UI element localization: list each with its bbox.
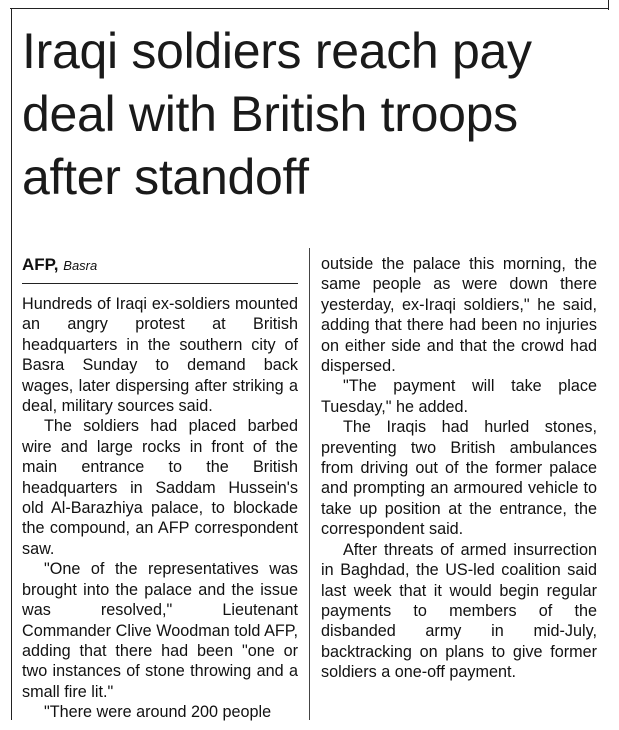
byline-rule — [22, 283, 298, 284]
left-border-rule — [11, 8, 12, 720]
paragraph: The soldiers had placed barbed wire and large rocks in front of the main entrance to the British headquarters in Saddam Hussein's old Al-Barazhiya palace, to blockade the compound, an AFP correspondent saw. — [22, 417, 298, 558]
paragraph: The Iraqis had hurled stones, preventing two British ambulances from driving out of the former palace and prompting an armoured vehicle to take up position at the entrance, the correspondent said. — [321, 418, 597, 539]
dateline-agency: AFP, — [22, 255, 59, 274]
headline: Iraqi soldiers reach pay deal with British troops after standoff — [22, 23, 532, 205]
column-divider — [309, 248, 310, 720]
paragraph: outside the palace this morning, the same people as were down there yesterday, ex-Iraqi soldiers," he said, adding that there had been no injuries on either side and that the crowd had dispersed. — [321, 255, 597, 376]
paragraph: Hundreds of Iraqi ex-soldiers mounted an angry protest at British headquarters in the southern city of Basra Sunday to demand back wages, later dispersing after striking a deal, military sources said. — [22, 295, 298, 416]
paragraph: "The payment will take place Tuesday," he added. — [321, 377, 597, 416]
top-border-rule — [10, 8, 609, 9]
paragraph: "There were around 200 people — [44, 703, 272, 722]
paragraph: "One of the representatives was brought into the palace and the issue was resolved," Lieutenant Commander Clive Woodman told AFP, adding that there had been "one or two instances of stone throwing and a small fire lit." — [22, 560, 298, 701]
right-column — [321, 254, 597, 683]
left-column — [22, 294, 298, 723]
dateline-place: Basra — [63, 258, 98, 273]
paragraph: After threats of armed insurrection in Baghdad, the US-led coalition said last week that it would begin regular payments to members of the disbanded army in mid-July, backtracking on plans to give former soldiers a one-off payment. — [321, 540, 597, 682]
dateline — [22, 255, 97, 275]
right-corner-tick — [608, 0, 609, 10]
